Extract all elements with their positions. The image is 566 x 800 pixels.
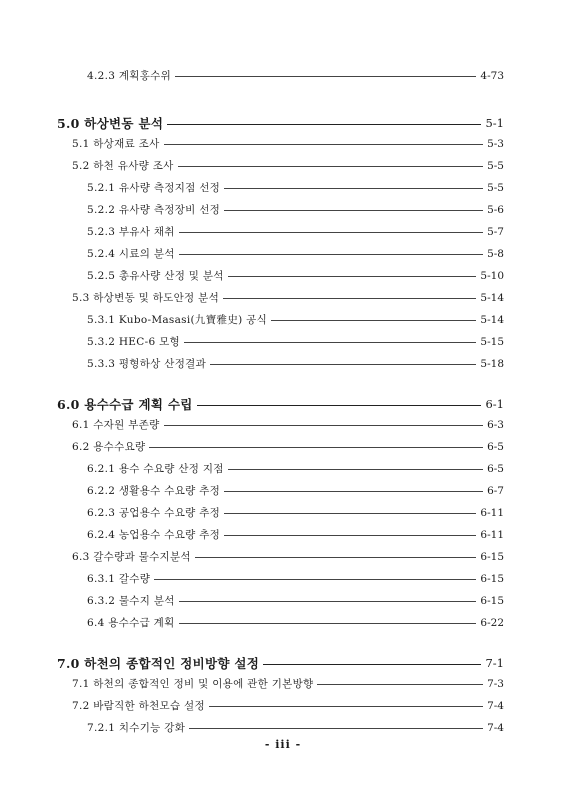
toc-entry-page: 5-7 bbox=[487, 225, 504, 238]
dot-leader bbox=[317, 684, 483, 685]
toc-entry-label: 6.3.1 갈수량 bbox=[87, 573, 151, 585]
toc-entry-label: 5.0 하상변동 분석 bbox=[57, 116, 164, 131]
dot-leader bbox=[228, 276, 477, 277]
toc-entry-page: 6-7 bbox=[487, 484, 504, 497]
dot-leader bbox=[154, 579, 476, 580]
toc-entry-label: 4.2.3 계획홍수위 bbox=[87, 70, 172, 82]
toc-entry-label: 5.2.1 유사량 측정지점 선정 bbox=[87, 182, 221, 194]
toc-entry-page: 5-14 bbox=[480, 313, 504, 326]
toc-entry-label: 5.2.2 유사량 측정장비 선정 bbox=[87, 204, 221, 216]
toc-entry-label: 5.2.3 부유사 채취 bbox=[87, 226, 175, 238]
toc-entry-page: 6-15 bbox=[480, 572, 504, 585]
toc-entry bbox=[87, 312, 504, 327]
toc-entry-page: 4-73 bbox=[480, 69, 504, 82]
toc-entry-label: 6.3.2 물수지 분석 bbox=[87, 595, 175, 607]
toc-entry bbox=[87, 268, 504, 283]
toc-entry-page: 5-18 bbox=[480, 357, 504, 370]
toc-entry-label: 7.0 하천의 종합적인 정비방향 설정 bbox=[57, 656, 260, 671]
toc-entry bbox=[72, 158, 504, 173]
dot-leader bbox=[197, 405, 482, 406]
toc-entry-page: 5-5 bbox=[487, 159, 504, 172]
dot-leader bbox=[224, 513, 476, 514]
toc-entry-page: 6-1 bbox=[485, 397, 504, 411]
toc-entry bbox=[87, 246, 504, 261]
dot-leader bbox=[223, 298, 476, 299]
dot-leader bbox=[184, 342, 476, 343]
dot-leader bbox=[189, 728, 483, 729]
toc-entry-label: 5.2 하천 유사량 조사 bbox=[72, 160, 174, 172]
toc-entry-label: 6.4 용수수급 계획 bbox=[87, 617, 175, 629]
toc-entry-page: 7-3 bbox=[487, 677, 504, 690]
dot-leader bbox=[164, 425, 484, 426]
toc-entry bbox=[87, 461, 504, 476]
toc-entry bbox=[87, 356, 504, 371]
toc-entry-label: 7.2 바람직한 하천모습 설정 bbox=[72, 700, 205, 712]
dot-leader bbox=[149, 447, 483, 448]
dot-leader bbox=[224, 210, 483, 211]
toc-entry-label: 6.2.1 용수 수요량 산정 지점 bbox=[87, 463, 224, 475]
toc-entry-label: 6.1 수자원 부존량 bbox=[72, 419, 160, 431]
toc-entry-label: 6.2.3 공업용수 수요량 추정 bbox=[87, 507, 221, 519]
toc-entry-label: 5.3.3 평형하상 산정결과 bbox=[87, 358, 207, 370]
toc-chapter bbox=[57, 114, 504, 132]
toc-entry-page: 5-1 bbox=[485, 116, 504, 130]
toc-entry bbox=[87, 224, 504, 239]
toc-entry bbox=[87, 483, 504, 498]
toc-entry bbox=[87, 615, 504, 630]
dot-leader bbox=[195, 557, 477, 558]
toc-entry-page: 7-4 bbox=[487, 699, 504, 712]
dot-leader bbox=[164, 144, 484, 145]
toc-entry-label: 6.2.2 생활용수 수요량 추정 bbox=[87, 485, 221, 497]
toc-entry bbox=[87, 593, 504, 608]
toc-entry bbox=[87, 571, 504, 586]
toc-entry-page: 6-11 bbox=[480, 528, 504, 541]
toc-entry-label: 5.1 하상재료 조사 bbox=[72, 138, 160, 150]
toc-entry bbox=[72, 439, 504, 454]
toc-chapter bbox=[57, 395, 504, 413]
toc-entry bbox=[87, 180, 504, 195]
toc-entry-page: 6-11 bbox=[480, 506, 504, 519]
toc-entry-page: 6-5 bbox=[487, 440, 504, 453]
dot-leader bbox=[224, 491, 483, 492]
dot-leader bbox=[179, 254, 483, 255]
toc-entry-page: 6-15 bbox=[480, 594, 504, 607]
toc-entry-page: 6-3 bbox=[487, 418, 504, 431]
dot-leader bbox=[228, 469, 483, 470]
toc-entry-label: 5.3 하상변동 및 하도안정 분석 bbox=[72, 292, 220, 304]
toc-entry-label: 6.2.4 농업용수 수요량 추정 bbox=[87, 529, 221, 541]
toc-entry bbox=[72, 417, 504, 432]
dot-leader bbox=[179, 623, 477, 624]
toc-entry-label: 5.3.1 Kubo-Masasi(九寶雅史) 공식 bbox=[87, 314, 268, 326]
toc-entry bbox=[72, 136, 504, 151]
toc-entry-page: 5-3 bbox=[487, 137, 504, 150]
toc-entry bbox=[72, 676, 504, 691]
toc-entry bbox=[87, 527, 504, 542]
toc-entry bbox=[87, 505, 504, 520]
dot-leader bbox=[224, 188, 483, 189]
dot-leader bbox=[209, 706, 483, 707]
dot-leader bbox=[175, 76, 476, 77]
toc-entry bbox=[87, 68, 504, 83]
toc-entry-page: 5-6 bbox=[487, 203, 504, 216]
dot-leader bbox=[167, 124, 481, 125]
page-number: - iii - bbox=[264, 738, 302, 751]
toc-entry-page: 5-5 bbox=[487, 181, 504, 194]
toc-entry-page: 6-22 bbox=[480, 616, 504, 629]
dot-leader bbox=[179, 232, 483, 233]
toc-entry bbox=[72, 290, 504, 305]
dot-leader bbox=[178, 166, 483, 167]
toc-entry bbox=[72, 698, 504, 713]
toc-entry-label: 6.3 갈수량과 물수지분석 bbox=[72, 551, 191, 563]
toc-entry-label: 5.2.4 시료의 분석 bbox=[87, 248, 175, 260]
dot-leader bbox=[179, 601, 477, 602]
toc-entry-page: 7-1 bbox=[485, 656, 504, 670]
toc-entry-page: 5-10 bbox=[480, 269, 504, 282]
toc-entry-label: 5.3.2 HEC-6 모형 bbox=[87, 336, 180, 348]
toc-entry-label: 7.1 하천의 종합적인 정비 및 이용에 관한 기본방향 bbox=[72, 678, 314, 690]
toc-entry bbox=[72, 549, 504, 564]
toc-chapter bbox=[57, 654, 504, 672]
toc-entry-page: 6-5 bbox=[487, 462, 504, 475]
toc-entry-page: 5-14 bbox=[480, 291, 504, 304]
dot-leader bbox=[263, 664, 481, 665]
toc-entry-page: 5-15 bbox=[480, 335, 504, 348]
toc-entry-page: 5-8 bbox=[487, 247, 504, 260]
dot-leader bbox=[224, 535, 476, 536]
dot-leader bbox=[271, 320, 476, 321]
toc-entry-label: 6.0 용수수급 계획 수립 bbox=[57, 397, 193, 412]
toc-entry-page: 6-15 bbox=[480, 550, 504, 563]
toc-entry-label: 5.2.5 총유사량 산정 및 분석 bbox=[87, 270, 224, 282]
dot-leader bbox=[210, 364, 476, 365]
toc-entry bbox=[87, 202, 504, 217]
toc-entry bbox=[87, 334, 504, 349]
toc-entry bbox=[87, 720, 504, 735]
toc-entry-label: 6.2 용수수요량 bbox=[72, 441, 146, 453]
toc-entry-label: 7.2.1 치수기능 강화 bbox=[87, 722, 186, 734]
toc-entry-page: 7-4 bbox=[487, 721, 504, 734]
